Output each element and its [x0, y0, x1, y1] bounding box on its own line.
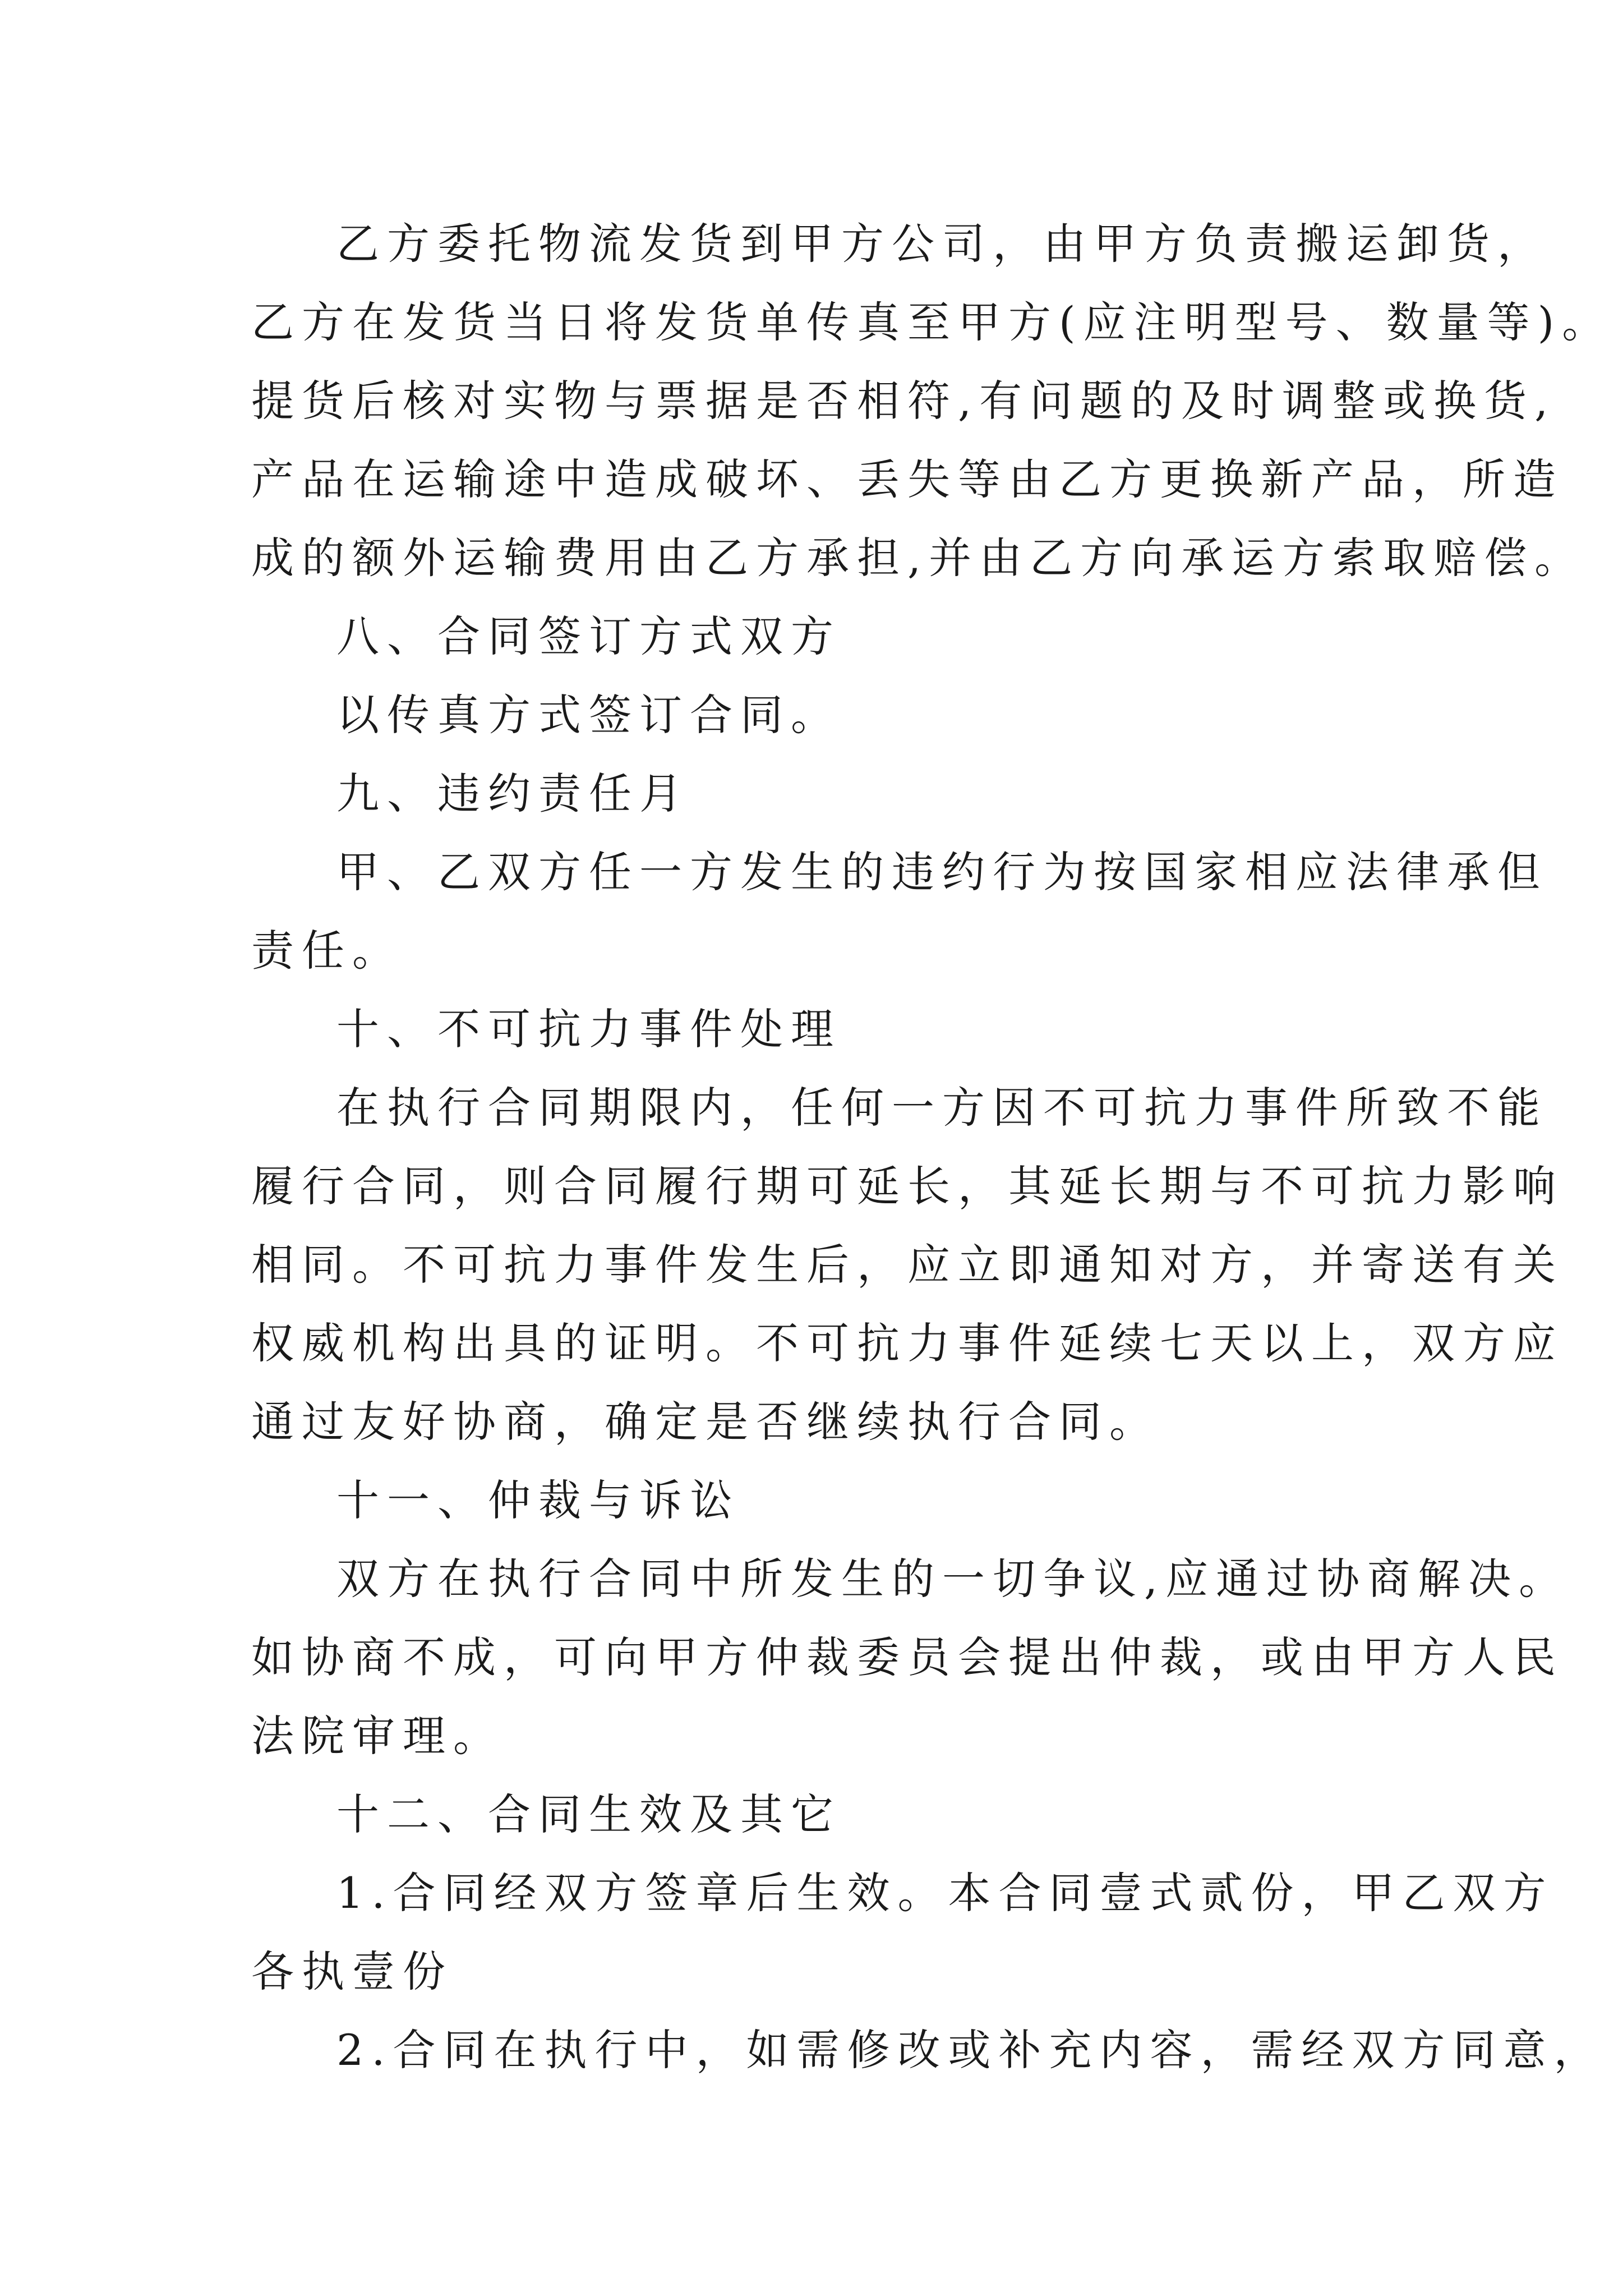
paragraph-line: 在执行合同期限内，任何一方因不可抗力事件所致不能 [336, 1083, 1548, 1133]
paragraph-line: 各执壹份 [251, 1947, 453, 1996]
section-heading: 十二、合同生效及其它 [336, 1789, 841, 1839]
paragraph-line: 2.合同在执行中，如需修改或补充内容，需经双方同意， [336, 2025, 1604, 2075]
section-heading: 十一、仲裁与诉讼 [336, 1475, 740, 1525]
paragraph-line: 责任。 [251, 926, 403, 976]
section-heading: 八、合同签订方式双方 [336, 611, 841, 661]
paragraph-line: 法院审理。 [251, 1711, 504, 1761]
section-heading: 九、违约责任月 [336, 769, 690, 818]
paragraph-line: 甲、乙双方任一方发生的违约行为按国家相应法律承但 [336, 847, 1548, 897]
paragraph-line: 通过友好协商，确定是否继续执行合同。 [251, 1397, 1160, 1447]
paragraph-line: 提货后核对实物与票据是否相符,有问题的及时调整或换货, [251, 376, 1556, 426]
paragraph-line: 乙方在发货当日将发货单传真至甲方(应注明型号、数量等)。 [251, 297, 1613, 347]
paragraph-line: 乙方委托物流发货到甲方公司，由甲方负责搬运卸货， [336, 219, 1548, 269]
paragraph-line: 相同。不可抗力事件发生后，应立即通知对方，并寄送有关 [251, 1240, 1564, 1290]
paragraph-line: 双方在执行合同中所发生的一切争议,应通过协商解决。 [336, 1554, 1570, 1604]
paragraph-line: 权威机构出具的证明。不可抗力事件延续七天以上，双方应 [251, 1318, 1564, 1368]
section-heading: 十、不可抗力事件处理 [336, 1004, 841, 1054]
paragraph-line: 如协商不成，可向甲方仲裁委员会提出仲裁，或由甲方人民 [251, 1632, 1564, 1682]
paragraph-line: 以传真方式签订合同。 [336, 690, 841, 740]
paragraph-line: 1.合同经双方签章后生效。本合同壹式贰份，甲乙双方 [336, 1868, 1554, 1918]
paragraph-line: 履行合同，则合同履行期可延长，其延长期与不可抗力影响 [251, 1161, 1564, 1211]
document-body [251, 205, 1613, 2090]
paragraph-line: 产品在运输途中造成破坏、丢失等由乙方更换新产品，所造 [251, 454, 1564, 504]
paragraph-line: 成的额外运输费用由乙方承担,并由乙方向承运方索取赔偿。 [251, 533, 1585, 583]
